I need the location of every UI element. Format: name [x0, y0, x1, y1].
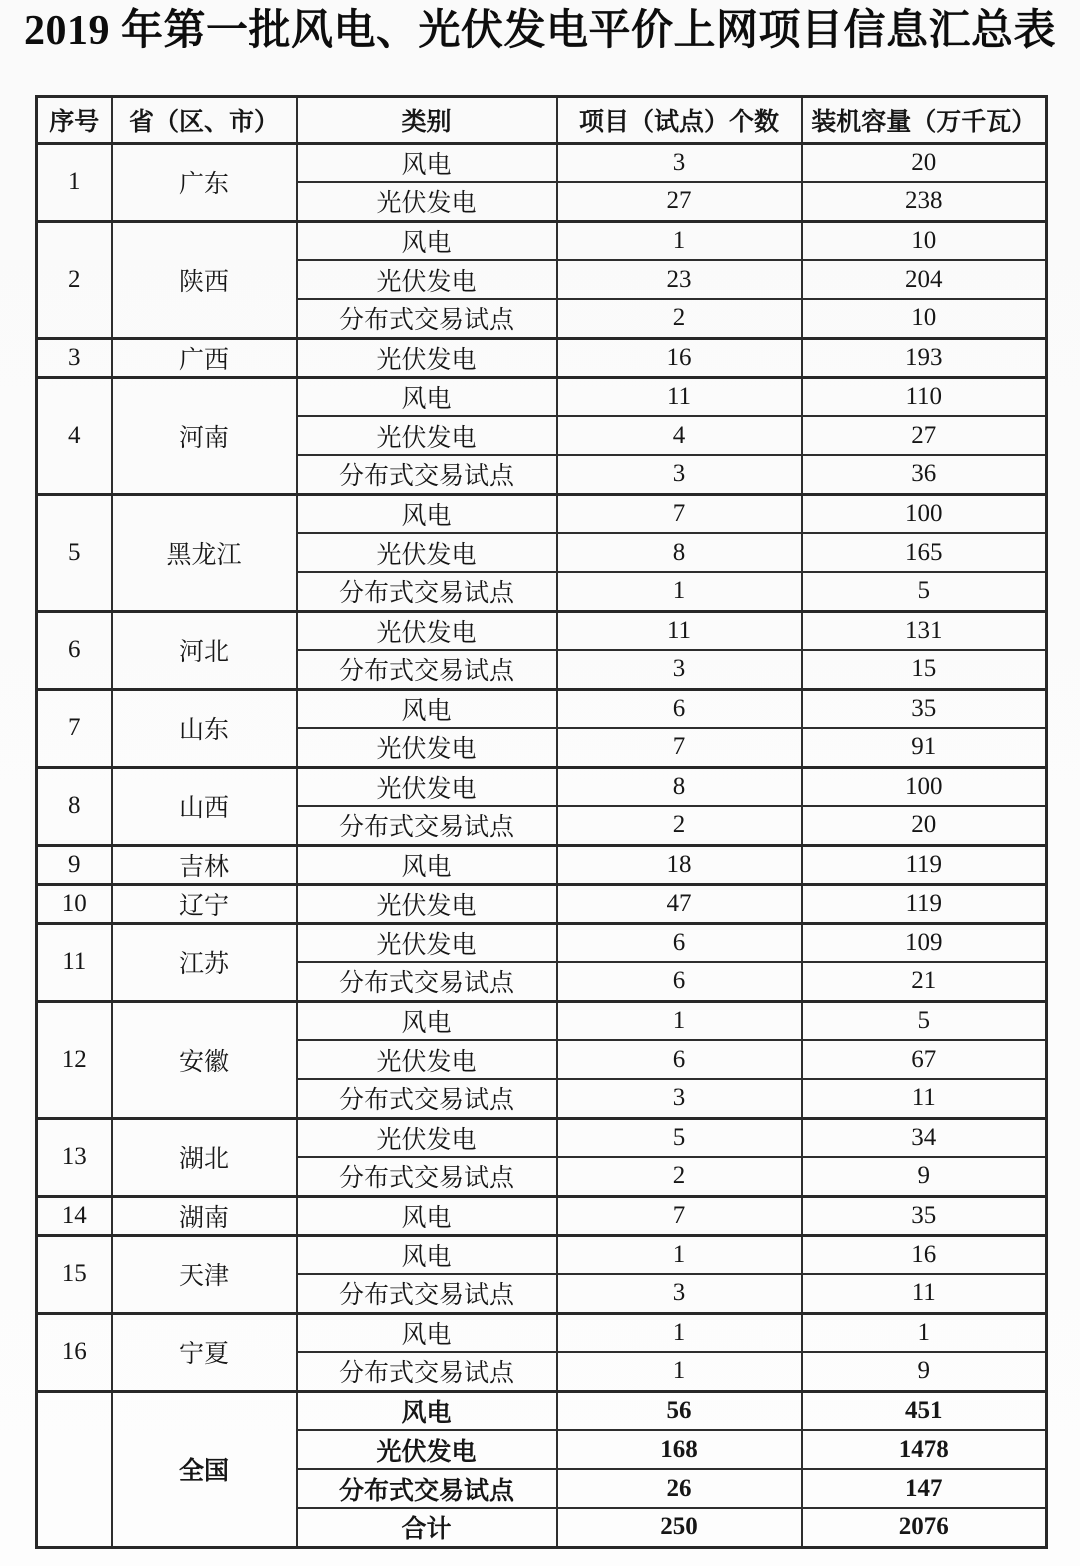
- category-cell: 光伏发电: [297, 182, 557, 221]
- capacity-cell: 451: [802, 1391, 1047, 1430]
- count-cell: 1: [557, 1352, 802, 1391]
- table-body: [37, 143, 1047, 1547]
- province-cell: 辽宁: [112, 884, 297, 923]
- serial-cell: 3: [37, 338, 112, 377]
- category-cell: 光伏发电: [297, 416, 557, 455]
- header-count: 项目（试点）个数: [557, 96, 802, 143]
- table-row: [37, 221, 1047, 260]
- province-cell: 湖南: [112, 1196, 297, 1235]
- header-row: [37, 96, 1047, 143]
- page-title: 2019 年第一批风电、光伏发电平价上网项目信息汇总表: [23, 8, 1056, 54]
- header-capacity: 装机容量（万千瓦）: [802, 96, 1047, 143]
- count-cell: 7: [557, 494, 802, 533]
- capacity-cell: 67: [802, 1040, 1047, 1079]
- category-cell: 风电: [297, 1235, 557, 1274]
- province-cell: 黑龙江: [112, 494, 297, 611]
- category-cell: 风电: [297, 1391, 557, 1430]
- table-row: [37, 494, 1047, 533]
- count-cell: 6: [557, 1040, 802, 1079]
- serial-cell: 16: [37, 1313, 112, 1391]
- table-row: [37, 143, 1047, 182]
- serial-cell: 13: [37, 1118, 112, 1196]
- category-cell: 分布式交易试点: [297, 1274, 557, 1313]
- category-cell: 光伏发电: [297, 767, 557, 806]
- category-cell: 合计: [297, 1508, 557, 1547]
- serial-cell: [37, 1391, 112, 1547]
- count-cell: 3: [557, 1274, 802, 1313]
- category-cell: 风电: [297, 1313, 557, 1352]
- table-row: [37, 1313, 1047, 1352]
- capacity-cell: 15: [802, 650, 1047, 689]
- table-row: [37, 1118, 1047, 1157]
- serial-cell: 15: [37, 1235, 112, 1313]
- province-cell: 天津: [112, 1235, 297, 1313]
- capacity-cell: 1478: [802, 1430, 1047, 1469]
- count-cell: 23: [557, 260, 802, 299]
- capacity-cell: 119: [802, 884, 1047, 923]
- table-row: [37, 1391, 1047, 1430]
- province-cell: 山西: [112, 767, 297, 845]
- province-cell: 湖北: [112, 1118, 297, 1196]
- serial-cell: 14: [37, 1196, 112, 1235]
- header-category: 类别: [297, 96, 557, 143]
- capacity-cell: 204: [802, 260, 1047, 299]
- category-cell: 分布式交易试点: [297, 1079, 557, 1118]
- category-cell: 光伏发电: [297, 1040, 557, 1079]
- province-cell: 宁夏: [112, 1313, 297, 1391]
- capacity-cell: 9: [802, 1352, 1047, 1391]
- capacity-cell: 35: [802, 689, 1047, 728]
- count-cell: 168: [557, 1430, 802, 1469]
- capacity-cell: 100: [802, 767, 1047, 806]
- capacity-cell: 2076: [802, 1508, 1047, 1547]
- category-cell: 光伏发电: [297, 338, 557, 377]
- count-cell: 1: [557, 1313, 802, 1352]
- capacity-cell: 165: [802, 533, 1047, 572]
- count-cell: 56: [557, 1391, 802, 1430]
- category-cell: 光伏发电: [297, 1118, 557, 1157]
- category-cell: 风电: [297, 1196, 557, 1235]
- province-cell: 广西: [112, 338, 297, 377]
- category-cell: 风电: [297, 377, 557, 416]
- count-cell: 7: [557, 1196, 802, 1235]
- category-cell: 分布式交易试点: [297, 806, 557, 845]
- serial-cell: 8: [37, 767, 112, 845]
- count-cell: 16: [557, 338, 802, 377]
- count-cell: 1: [557, 1001, 802, 1040]
- table-row: [37, 689, 1047, 728]
- category-cell: 光伏发电: [297, 1430, 557, 1469]
- serial-cell: 6: [37, 611, 112, 689]
- count-cell: 250: [557, 1508, 802, 1547]
- count-cell: 1: [557, 1235, 802, 1274]
- capacity-cell: 131: [802, 611, 1047, 650]
- count-cell: 1: [557, 221, 802, 260]
- capacity-cell: 1: [802, 1313, 1047, 1352]
- category-cell: 分布式交易试点: [297, 1157, 557, 1196]
- category-cell: 风电: [297, 1001, 557, 1040]
- province-cell: 陕西: [112, 221, 297, 338]
- count-cell: 11: [557, 611, 802, 650]
- serial-cell: 9: [37, 845, 112, 884]
- count-cell: 2: [557, 806, 802, 845]
- province-cell: 全国: [112, 1391, 297, 1547]
- serial-cell: 5: [37, 494, 112, 611]
- count-cell: 8: [557, 533, 802, 572]
- count-cell: 47: [557, 884, 802, 923]
- count-cell: 6: [557, 689, 802, 728]
- province-cell: 吉林: [112, 845, 297, 884]
- table-row: [37, 611, 1047, 650]
- serial-cell: 10: [37, 884, 112, 923]
- province-cell: 河北: [112, 611, 297, 689]
- count-cell: 3: [557, 1079, 802, 1118]
- category-cell: 风电: [297, 845, 557, 884]
- serial-cell: 1: [37, 143, 112, 221]
- capacity-cell: 20: [802, 806, 1047, 845]
- province-cell: 河南: [112, 377, 297, 494]
- category-cell: 光伏发电: [297, 260, 557, 299]
- table-row: [37, 1196, 1047, 1235]
- capacity-cell: 147: [802, 1469, 1047, 1508]
- serial-cell: 11: [37, 923, 112, 1001]
- capacity-cell: 100: [802, 494, 1047, 533]
- count-cell: 3: [557, 650, 802, 689]
- header-province: 省（区、市）: [112, 96, 297, 143]
- summary-table: [35, 95, 1048, 1549]
- count-cell: 26: [557, 1469, 802, 1508]
- category-cell: 风电: [297, 143, 557, 182]
- count-cell: 1: [557, 572, 802, 611]
- province-cell: 山东: [112, 689, 297, 767]
- table-row: [37, 845, 1047, 884]
- header-serial: 序号: [37, 96, 112, 143]
- capacity-cell: 34: [802, 1118, 1047, 1157]
- capacity-cell: 20: [802, 143, 1047, 182]
- count-cell: 8: [557, 767, 802, 806]
- capacity-cell: 27: [802, 416, 1047, 455]
- category-cell: 光伏发电: [297, 611, 557, 650]
- table-header: [37, 96, 1047, 143]
- count-cell: 4: [557, 416, 802, 455]
- category-cell: 分布式交易试点: [297, 455, 557, 494]
- category-cell: 分布式交易试点: [297, 299, 557, 338]
- count-cell: 3: [557, 143, 802, 182]
- capacity-cell: 10: [802, 221, 1047, 260]
- category-cell: 光伏发电: [297, 923, 557, 962]
- serial-cell: 2: [37, 221, 112, 338]
- count-cell: 18: [557, 845, 802, 884]
- count-cell: 5: [557, 1118, 802, 1157]
- category-cell: 分布式交易试点: [297, 650, 557, 689]
- capacity-cell: 35: [802, 1196, 1047, 1235]
- capacity-cell: 16: [802, 1235, 1047, 1274]
- table-row: [37, 923, 1047, 962]
- capacity-cell: 11: [802, 1274, 1047, 1313]
- category-cell: 风电: [297, 494, 557, 533]
- category-cell: 光伏发电: [297, 533, 557, 572]
- category-cell: 分布式交易试点: [297, 1352, 557, 1391]
- table-row: [37, 884, 1047, 923]
- count-cell: 11: [557, 377, 802, 416]
- serial-cell: 4: [37, 377, 112, 494]
- capacity-cell: 11: [802, 1079, 1047, 1118]
- category-cell: 分布式交易试点: [297, 1469, 557, 1508]
- capacity-cell: 9: [802, 1157, 1047, 1196]
- table-row: [37, 767, 1047, 806]
- capacity-cell: 119: [802, 845, 1047, 884]
- capacity-cell: 36: [802, 455, 1047, 494]
- capacity-cell: 193: [802, 338, 1047, 377]
- province-cell: 广东: [112, 143, 297, 221]
- count-cell: 2: [557, 299, 802, 338]
- capacity-cell: 91: [802, 728, 1047, 767]
- capacity-cell: 21: [802, 962, 1047, 1001]
- province-cell: 江苏: [112, 923, 297, 1001]
- count-cell: 27: [557, 182, 802, 221]
- count-cell: 2: [557, 1157, 802, 1196]
- province-cell: 安徽: [112, 1001, 297, 1118]
- capacity-cell: 5: [802, 572, 1047, 611]
- serial-cell: 12: [37, 1001, 112, 1118]
- table-row: [37, 1235, 1047, 1274]
- category-cell: 分布式交易试点: [297, 962, 557, 1001]
- count-cell: 6: [557, 962, 802, 1001]
- table-row: [37, 338, 1047, 377]
- capacity-cell: 10: [802, 299, 1047, 338]
- capacity-cell: 238: [802, 182, 1047, 221]
- table-row: [37, 1001, 1047, 1040]
- category-cell: 风电: [297, 221, 557, 260]
- table-row: [37, 377, 1047, 416]
- category-cell: 风电: [297, 689, 557, 728]
- count-cell: 7: [557, 728, 802, 767]
- count-cell: 3: [557, 455, 802, 494]
- category-cell: 光伏发电: [297, 884, 557, 923]
- capacity-cell: 109: [802, 923, 1047, 962]
- count-cell: 6: [557, 923, 802, 962]
- serial-cell: 7: [37, 689, 112, 767]
- category-cell: 分布式交易试点: [297, 572, 557, 611]
- category-cell: 光伏发电: [297, 728, 557, 767]
- capacity-cell: 110: [802, 377, 1047, 416]
- capacity-cell: 5: [802, 1001, 1047, 1040]
